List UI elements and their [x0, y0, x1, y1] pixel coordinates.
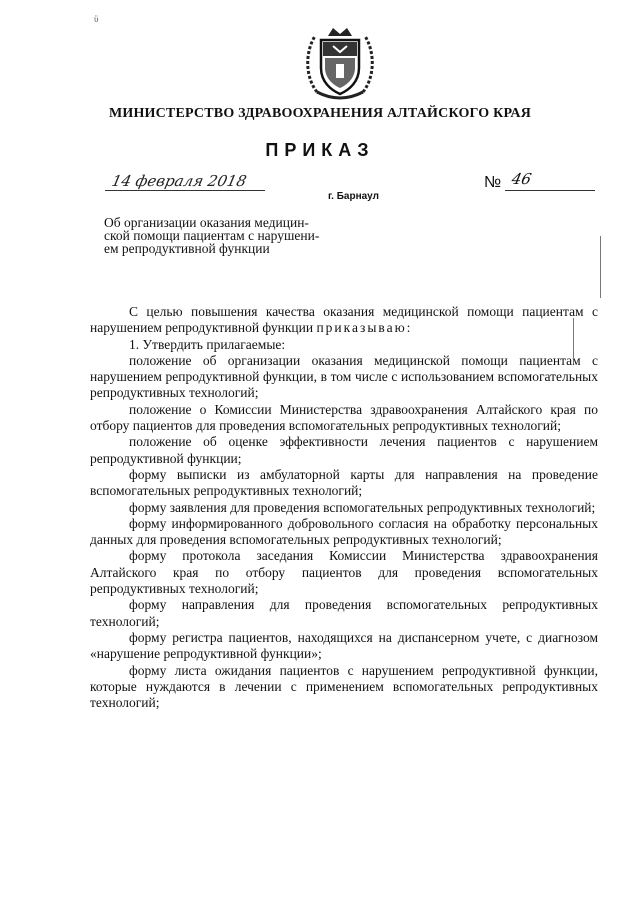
order-verb: приказываю:: [316, 320, 413, 336]
handwritten-date: 14 февраля 2018: [110, 172, 249, 190]
approved-document-item: форму выписки из амбулаторной карты для направления на проведение вспомогательных репродуктивных технологий;: [90, 466, 598, 499]
order-subject: [104, 215, 320, 256]
approved-document-item: положение о Комиссии Министерства здравоохранения Алтайского края по отбору пациентов для проведения вспомогательных репродуктивных технологий;: [90, 401, 598, 434]
order-body: [90, 304, 598, 711]
number-underline: [505, 190, 595, 191]
subject-line: Об организации оказания медицин-: [104, 215, 309, 230]
intro-paragraph: [90, 304, 598, 337]
date-underline: [105, 190, 265, 191]
scan-margin-line: [600, 236, 601, 298]
intro-text: С целью повышения качества оказания медицинской помощи пациентам с нарушением репродуктивной функции: [90, 304, 598, 336]
approved-document-item: положение об организации оказания медицинской помощи пациентам с нарушением репродуктивной функции, в том числе с использованием вспомогательных репродуктивных технологий;: [90, 352, 598, 401]
scan-mark: ϋ: [94, 14, 99, 24]
approved-document-item: форму протокола заседания Комиссии Министерства здравоохранения Алтайского края по отбору пациентов для проведения вспомогательных репродуктивных технологий;: [90, 548, 598, 597]
city-label: г. Барнаул: [328, 191, 379, 202]
approved-document-item: форму регистра пациентов, находящихся на диспансерном учете, с диагнозом «нарушение репродуктивной функции»;: [90, 629, 598, 662]
approved-document-item: форму листа ожидания пациентов с нарушением репродуктивной функции, которые нуждаются в лечении с применением вспомогательных репродуктивных технологий;: [90, 662, 598, 711]
approved-document-item: форму заявления для проведения вспомогательных репродуктивных технологий;: [129, 499, 596, 515]
document-type-title: ПРИКАЗ: [265, 140, 375, 160]
ministry-name: МИНИСТЕРСТВО ЗДРАВООХРАНЕНИЯ АЛТАЙСКОГО КРАЯ: [108, 106, 532, 121]
approved-document-item: положение об оценке эффективности лечения пациентов с нарушением репродуктивной функции;: [90, 434, 598, 466]
number-label: №: [484, 174, 502, 191]
altai-krai-coat-of-arms-icon: [303, 22, 377, 102]
handwritten-number: 46: [510, 170, 534, 188]
approved-document-item: форму направления для проведения вспомогательных репродуктивных технологий;: [90, 597, 598, 629]
approve-clause: 1. Утвердить прилагаемые:: [129, 336, 286, 352]
subject-line: ем репродуктивной функции: [104, 241, 270, 256]
approved-document-item: форму информированного добровольного согласия на обработку персональных данных для проведения вспомогательных репродуктивных технологий;: [90, 515, 598, 548]
subject-line: ской помощи пациентам с нарушени-: [104, 228, 320, 243]
